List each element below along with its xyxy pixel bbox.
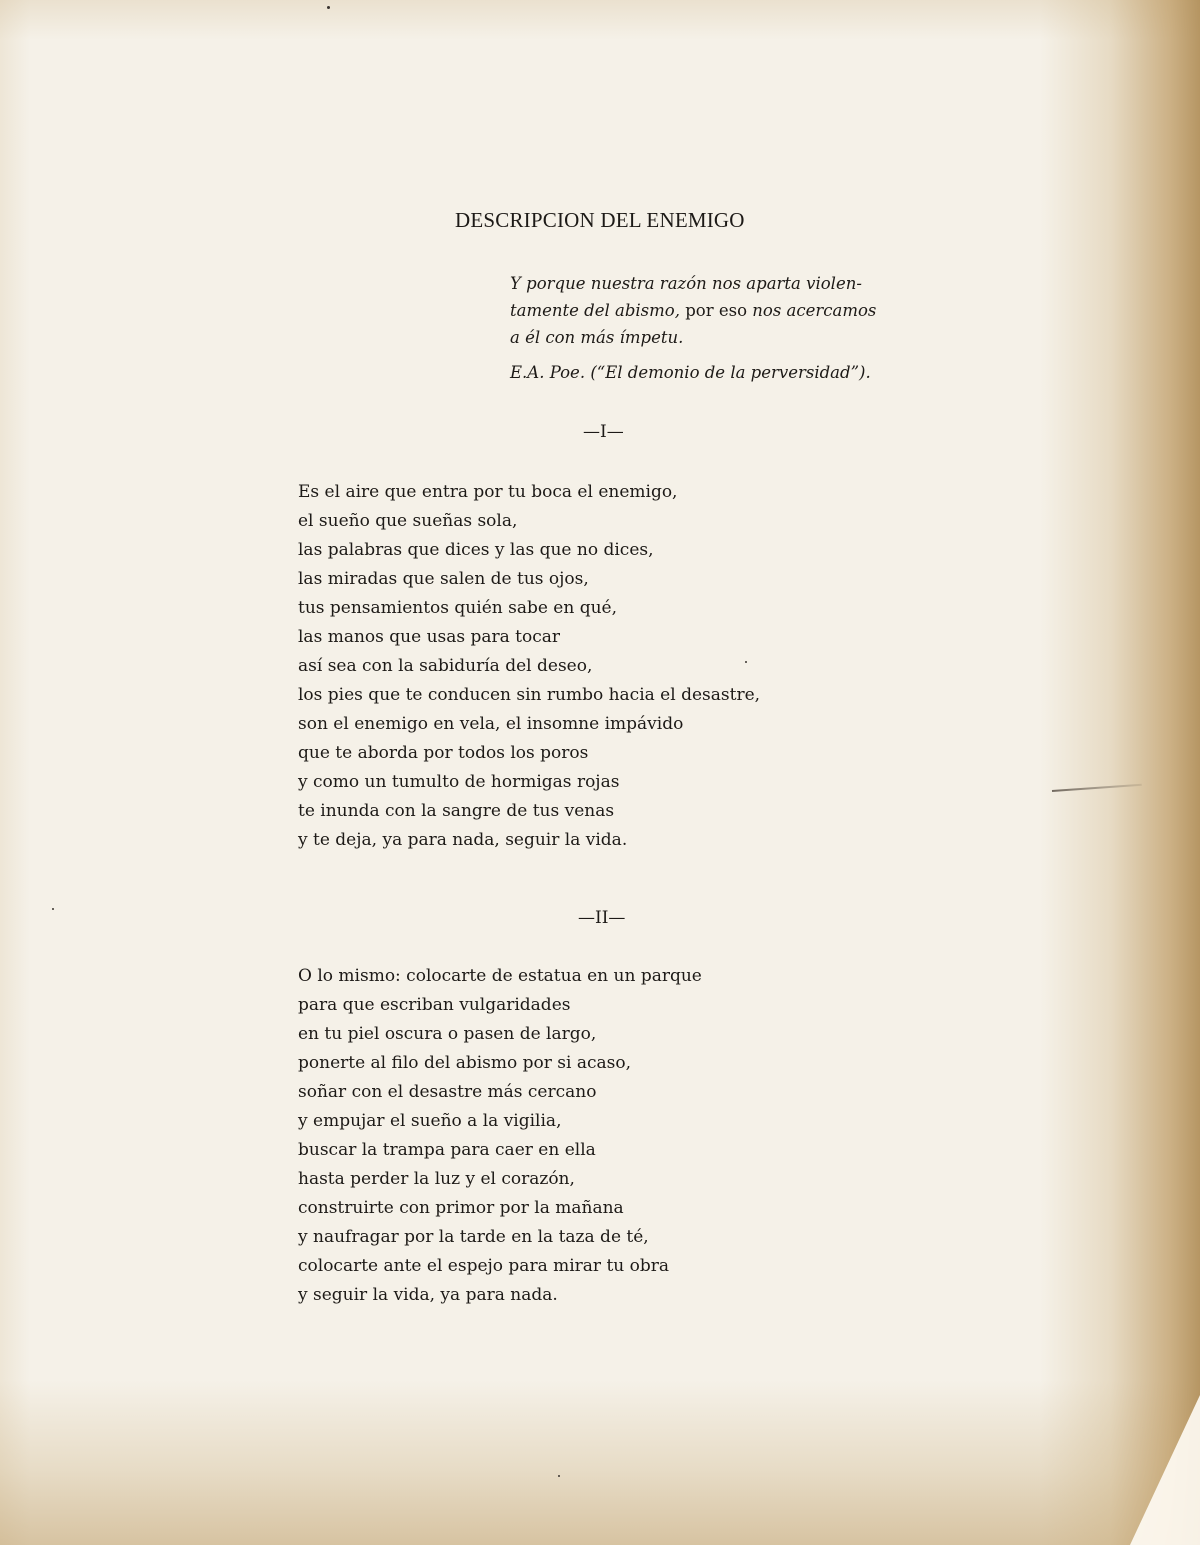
verse-line: y seguir la vida, ya para nada. bbox=[298, 1285, 558, 1305]
pencil-mark bbox=[1052, 784, 1142, 792]
ink-speck bbox=[327, 6, 330, 9]
section-mark-1: —I— bbox=[583, 422, 624, 442]
verse-line: en tu piel oscura o pasen de largo, bbox=[298, 1024, 597, 1044]
verse-line: y empujar el sueño a la vigilia, bbox=[298, 1111, 562, 1131]
epigraph-line: Y porque nuestra razón nos aparta violen- bbox=[510, 274, 862, 293]
verse-line: el sueño que sueñas sola, bbox=[298, 511, 518, 531]
verse-line: buscar la trampa para caer en ella bbox=[298, 1140, 596, 1160]
verse-line: y como un tumulto de hormigas rojas bbox=[298, 772, 620, 792]
torn-corner bbox=[1130, 1395, 1200, 1545]
verse-line: tus pensamientos quién sabe en qué, bbox=[298, 598, 618, 618]
verse-line: así sea con la sabiduría del deseo, bbox=[298, 656, 593, 676]
verse-line: O lo mismo: colocarte de estatua en un parque bbox=[298, 966, 702, 986]
stanza-2 bbox=[298, 962, 702, 1310]
verse-line: hasta perder la luz y el corazón, bbox=[298, 1169, 575, 1189]
verse-line: son el enemigo en vela, el insomne impávido bbox=[298, 714, 684, 734]
verse-line: las palabras que dices y las que no dices, bbox=[298, 540, 654, 560]
verse-line: las miradas que salen de tus ojos, bbox=[298, 569, 589, 589]
verse-line: ponerte al filo del abismo por si acaso, bbox=[298, 1053, 632, 1073]
verse-line: colocarte ante el espejo para mirar tu obra bbox=[298, 1256, 670, 1276]
section-mark-2: —II— bbox=[578, 908, 626, 928]
verse-line: para que escriban vulgaridades bbox=[298, 995, 571, 1015]
ink-speck bbox=[558, 1475, 560, 1477]
verse-line: soñar con el desastre más cercano bbox=[298, 1082, 597, 1102]
verse-line: y naufragar por la tarde en la taza de té, bbox=[298, 1227, 649, 1247]
ink-speck bbox=[52, 908, 54, 910]
epigraph-line: por eso bbox=[679, 301, 753, 320]
verse-line: construirte con primor por la mañana bbox=[298, 1198, 624, 1218]
poem-title: DESCRIPCION DEL ENEMIGO bbox=[455, 208, 745, 232]
stanza-1 bbox=[298, 478, 760, 855]
epigraph-line: a él con más ímpetu. bbox=[510, 328, 684, 347]
epigraph bbox=[510, 270, 930, 386]
epigraph-source: E.A. Poe. (“El demonio de la perversidad”). bbox=[510, 363, 871, 382]
verse-line: las manos que usas para tocar bbox=[298, 627, 561, 647]
verse-line: los pies que te conducen sin rumbo hacia el desastre, bbox=[298, 685, 761, 705]
epigraph-line: nos acercamos bbox=[752, 301, 877, 320]
epigraph-line: tamente del abismo, bbox=[510, 301, 680, 320]
verse-line: te inunda con la sangre de tus venas bbox=[298, 801, 615, 821]
verse-line: que te aborda por todos los poros bbox=[298, 743, 589, 763]
verse-line: Es el aire que entra por tu boca el enemigo, bbox=[298, 482, 678, 502]
verse-line: y te deja, ya para nada, seguir la vida. bbox=[298, 830, 628, 850]
